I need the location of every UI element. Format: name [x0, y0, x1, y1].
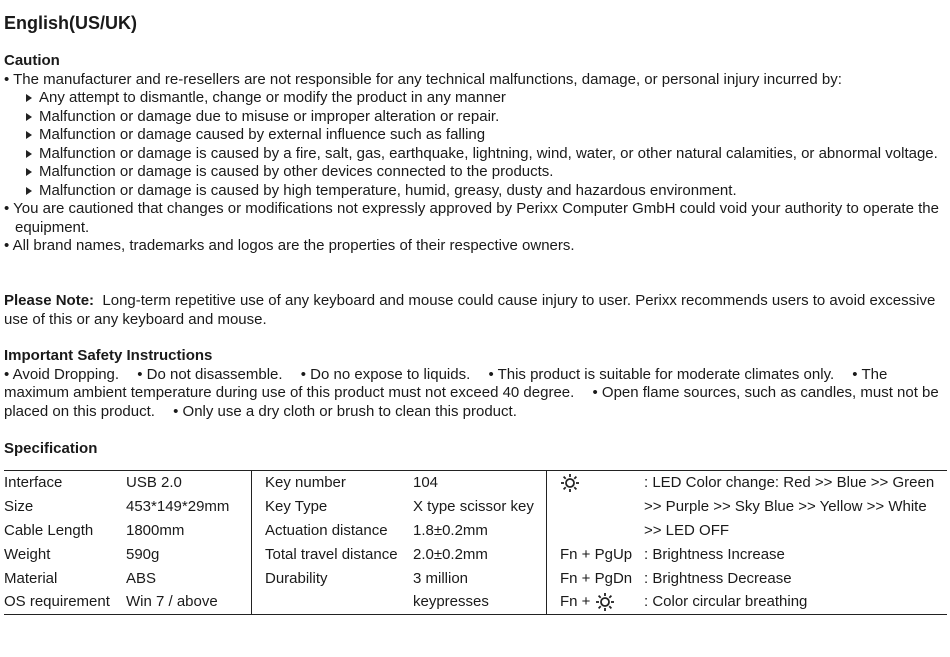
spec-row	[4, 542, 947, 566]
spec-cell: Material	[4, 569, 58, 587]
sun-brightness-icon	[595, 593, 615, 610]
spec-cell: USB 2.0	[126, 474, 182, 492]
caution-bullet-trademarks: • All brand names, trademarks and logos are the properties of their respective owners.	[4, 237, 575, 254]
spec-cell: Total travel distance	[252, 542, 414, 566]
spec-cell: 453*149*29mm	[126, 498, 230, 516]
note-section	[4, 292, 948, 329]
safety-item: • The maximum ambient temperature during use of this product must not exceed 40 degree.	[4, 365, 888, 401]
caution-bullet-modifications: • You are cautioned that changes or modifications not expressly approved by Perixx Computer GmbH could void your authority to operate the equipment.	[4, 200, 939, 236]
spec-cell: keypresses	[413, 593, 489, 611]
caution-section	[4, 52, 948, 256]
caution-item: Malfunction or damage due to misuse or improper alteration or repair.	[4, 108, 948, 127]
safety-item: • Do no expose to liquids.	[300, 365, 471, 383]
spec-cell: 1.8±0.2mm	[413, 521, 488, 539]
note-label: Please Note:	[4, 292, 95, 309]
spec-cell: 1800mm	[126, 521, 185, 539]
spec-cell: Durability	[252, 566, 414, 590]
caution-heading: Caution	[4, 52, 60, 69]
spec-table	[4, 470, 947, 615]
spec-cell: OS requirement	[4, 593, 110, 611]
spec-cell	[547, 495, 645, 519]
caution-item: Any attempt to dismantle, change or modify the product in any manner	[4, 89, 948, 108]
sun-brightness-icon	[560, 474, 580, 491]
spec-cell: Fn + PgUp	[547, 542, 645, 566]
safety-section	[4, 347, 948, 421]
note-text: Long-term repetitive use of any keyboard and mouse could cause injury to user. Perixx recommends users to avoid excessive use of this or any keyboard and mouse.	[4, 292, 936, 328]
spec-heading: Specification	[4, 440, 98, 457]
spec-cell	[547, 519, 645, 543]
safety-item: • Only use a dry cloth or brush to clean this product.	[173, 402, 517, 420]
spec-cell: Size	[4, 498, 34, 516]
spec-cell	[252, 590, 414, 614]
spec-cell: 104	[413, 474, 439, 492]
safety-text	[4, 366, 948, 422]
spec-cell: Actuation distance	[252, 519, 414, 543]
safety-item: • Avoid Dropping.	[4, 365, 120, 383]
spec-cell: >> Purple >> Sky Blue >> Yellow >> White	[644, 498, 927, 516]
spec-row	[4, 566, 947, 590]
spec-cell: : LED Color change: Red >> Blue >> Green	[644, 474, 935, 492]
page-title: English(US/UK)	[4, 13, 137, 33]
spec-cell: : Brightness Decrease	[644, 569, 792, 587]
spec-cell: Cable Length	[4, 521, 94, 539]
spec-cell: 590g	[126, 545, 160, 563]
spec-row	[4, 495, 947, 519]
caution-item: Malfunction or damage caused by external influence such as falling	[4, 126, 948, 145]
spec-cell: >> LED OFF	[644, 521, 730, 539]
spec-cell: X type scissor key	[413, 498, 534, 516]
safety-item: • Do not disassemble.	[137, 365, 283, 383]
spec-cell: Key number	[252, 471, 414, 495]
spec-cell: Interface	[4, 474, 63, 492]
spec-cell: Key Type	[252, 495, 414, 519]
spec-row	[4, 471, 947, 495]
spec-cell: 3 million	[413, 569, 469, 587]
spec-row	[4, 590, 947, 614]
spec-cell: Win 7 / above	[126, 593, 218, 611]
caution-item: Malfunction or damage is caused by a fire, salt, gas, earthquake, lightning, wind, water, or other natural calamities, or abnormal voltage.	[4, 145, 948, 164]
caution-item: Malfunction or damage is caused by other devices connected to the products.	[4, 163, 948, 182]
spec-cell: Weight	[4, 545, 51, 563]
caution-intro: • The manufacturer and re-resellers are not responsible for any technical malfunctions, damage, or personal injury incurred by:	[4, 70, 842, 88]
spec-cell: : Color circular breathing	[644, 593, 808, 611]
safety-item: • Open flame sources, such as candles, must not be placed on this product.	[4, 384, 939, 420]
spec-row	[4, 519, 947, 543]
safety-heading: Important Safety Instructions	[4, 347, 213, 364]
spec-cell: : Brightness Increase	[644, 545, 785, 563]
spec-cell: Fn + PgDn	[547, 566, 645, 590]
caution-item: Malfunction or damage is caused by high temperature, humid, greasy, dusty and hazardous environment.	[4, 182, 948, 201]
spec-cell	[547, 471, 645, 495]
spec-cell: ABS	[126, 569, 157, 587]
spec-cell: 2.0±0.2mm	[413, 545, 488, 563]
spec-cell: Fn +	[547, 590, 645, 614]
safety-item: • This product is suitable for moderate climates only.	[488, 365, 835, 383]
